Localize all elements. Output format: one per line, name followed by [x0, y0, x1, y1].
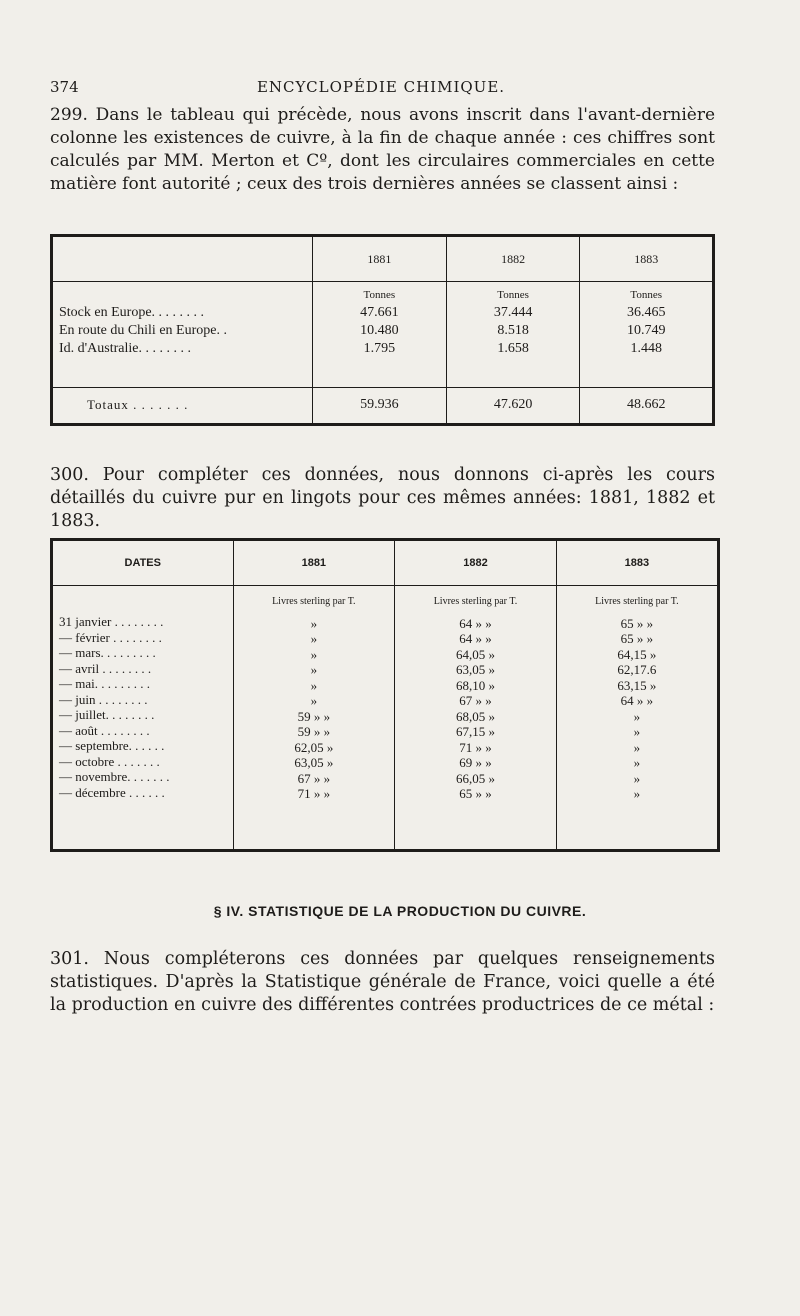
date-label: — août . . . . . . . .	[59, 722, 150, 738]
paragraph-299	[50, 104, 715, 196]
stock-year-header: 1882	[446, 237, 580, 282]
price-value: 67 » »	[297, 770, 331, 786]
copper-stock-table	[50, 234, 715, 426]
price-column-1882	[395, 586, 557, 850]
price-year-header: 1881	[233, 541, 395, 586]
price-value: 63,05 »	[294, 755, 334, 770]
price-value: 65 » »	[620, 615, 654, 631]
stock-row-labels	[53, 282, 313, 388]
price-value: »	[310, 631, 318, 646]
unit-label: Tonnes	[630, 289, 663, 301]
stock-totals-row	[53, 387, 712, 423]
date-label: 31 janvier . . . . . . . .	[59, 614, 164, 629]
price-column-1881	[233, 586, 395, 850]
price-value: 59 » »	[297, 708, 331, 724]
unit-label: Tonnes	[497, 289, 529, 301]
price-value: 71 » »	[297, 786, 331, 801]
running-title: ENCYCLOPÉDIE CHIMIQUE.	[256, 78, 506, 96]
stock-value: 1.795	[363, 341, 396, 356]
paragraph-300	[50, 464, 715, 533]
date-label: — novembre. . . . . . .	[59, 769, 170, 784]
unit-label: Livres sterling par T.	[272, 596, 356, 607]
date-label: — septembre. . . . . .	[59, 738, 165, 753]
stock-year-header: 1883	[580, 237, 712, 282]
price-value: 64 » »	[459, 631, 492, 646]
price-value: »	[633, 724, 641, 739]
stock-year-header: 1881	[313, 237, 447, 282]
price-value: 59 » »	[297, 724, 331, 739]
date-label: — février . . . . . . . .	[59, 629, 162, 645]
stock-column-1881	[313, 282, 447, 388]
price-value: 64 » »	[459, 615, 492, 631]
price-value: 66,05 »	[455, 770, 495, 786]
price-value: »	[633, 786, 641, 801]
stock-value: 10.749	[626, 323, 666, 338]
paragraph-301	[50, 948, 715, 1017]
price-value: 69 » »	[459, 755, 492, 770]
stock-value: 1.658	[497, 341, 529, 356]
price-value: »	[633, 755, 641, 770]
stock-column-1883	[580, 282, 712, 388]
price-value: 63,05 »	[455, 662, 495, 677]
unit-label: Tonnes	[363, 289, 396, 301]
price-year-header: 1882	[395, 541, 557, 586]
price-value: »	[310, 646, 318, 662]
stock-value: 36.465	[626, 305, 666, 320]
price-value: 64,15 »	[617, 646, 657, 662]
date-label: — juin . . . . . . . .	[59, 691, 148, 707]
stock-value: 1.448	[630, 341, 662, 356]
stock-row-label: Id. d'Australie. . . . . . . .	[59, 341, 192, 356]
stock-value: 37.444	[493, 305, 533, 320]
dates-header: DATES	[53, 541, 233, 586]
price-value: »	[310, 662, 318, 677]
price-value: 68,10 »	[455, 677, 495, 693]
unit-label: Livres sterling par T.	[595, 596, 679, 607]
section-heading: § IV. STATISTIQUE DE LA PRODUCTION DU CUIVRE.	[213, 903, 587, 919]
date-label: — mai. . . . . . . . .	[59, 676, 150, 691]
price-value: 64,05 »	[455, 646, 495, 662]
price-value: 67 » »	[459, 693, 492, 708]
price-value: »	[310, 693, 318, 708]
stock-row-label: En route du Chili en Europe. .	[59, 323, 227, 338]
price-value: »	[633, 739, 641, 755]
date-label: — avril . . . . . . . .	[59, 660, 152, 676]
price-value: 62,05 »	[294, 739, 334, 755]
paragraph-300-text: 300. Pour compléter ces données, nous donnons ci-après les cours détaillés du cuivre pur en lingots pour ces mêmes années: 1881, 1882 et 1883.	[50, 465, 715, 531]
price-value: 64 » »	[620, 693, 654, 708]
stock-row-label: Stock en Europe. . . . . . . .	[59, 305, 205, 320]
date-label: — octobre . . . . . . .	[59, 753, 160, 769]
price-value: »	[633, 770, 641, 786]
stock-column-1882	[446, 282, 580, 388]
stock-value: 47.661	[360, 305, 399, 320]
date-labels	[53, 586, 233, 850]
stock-value: 8.518	[497, 323, 529, 338]
price-value: »	[633, 708, 641, 724]
price-value: 65 » »	[459, 786, 492, 801]
paragraph-299-text: 299. Dans le tableau qui précède, nous avons inscrit dans l'avant-dernière colonne les existences de cuivre, à la fin de chaque année : ces chiffres sont calculés par MM. Merton et Cº, dont les circulaires commerciales en cette matière font autorité ; ceux des trois dernières années se classent ainsi :	[50, 105, 715, 194]
total-value: 59.936	[313, 387, 447, 423]
page-number: 374	[50, 78, 79, 96]
date-label: — décembre . . . . . .	[59, 784, 165, 800]
stock-value: 10.480	[360, 323, 399, 338]
price-value: 68,05 »	[455, 708, 495, 724]
page-header	[50, 78, 712, 100]
price-column-1883	[556, 586, 717, 850]
date-label: — mars. . . . . . . . .	[59, 645, 156, 660]
unit-label: Livres sterling par T.	[433, 596, 518, 607]
totals-label: Totaux . . . . . . .	[87, 397, 189, 413]
price-value: »	[310, 677, 318, 693]
price-value: 67,15 »	[455, 724, 495, 739]
price-value: »	[310, 615, 318, 631]
paragraph-301-text: 301. Nous compléterons ces données par quelques renseignements statistiques. D'après la Statistique générale de France, voici quelle a été la production en cuivre des différentes contrées productrices de ce métal :	[50, 949, 715, 1015]
copper-price-table	[50, 538, 720, 852]
price-value: 65 » »	[620, 631, 654, 646]
price-value: 63,15 »	[617, 677, 657, 693]
stock-corner-cell	[53, 237, 313, 282]
price-value: 71 » »	[459, 739, 492, 755]
total-value: 48.662	[580, 387, 712, 423]
date-label: — juillet. . . . . . . .	[59, 707, 155, 722]
price-value: 62,17.6	[617, 662, 657, 677]
total-value: 47.620	[446, 387, 580, 423]
price-year-header: 1883	[556, 541, 717, 586]
